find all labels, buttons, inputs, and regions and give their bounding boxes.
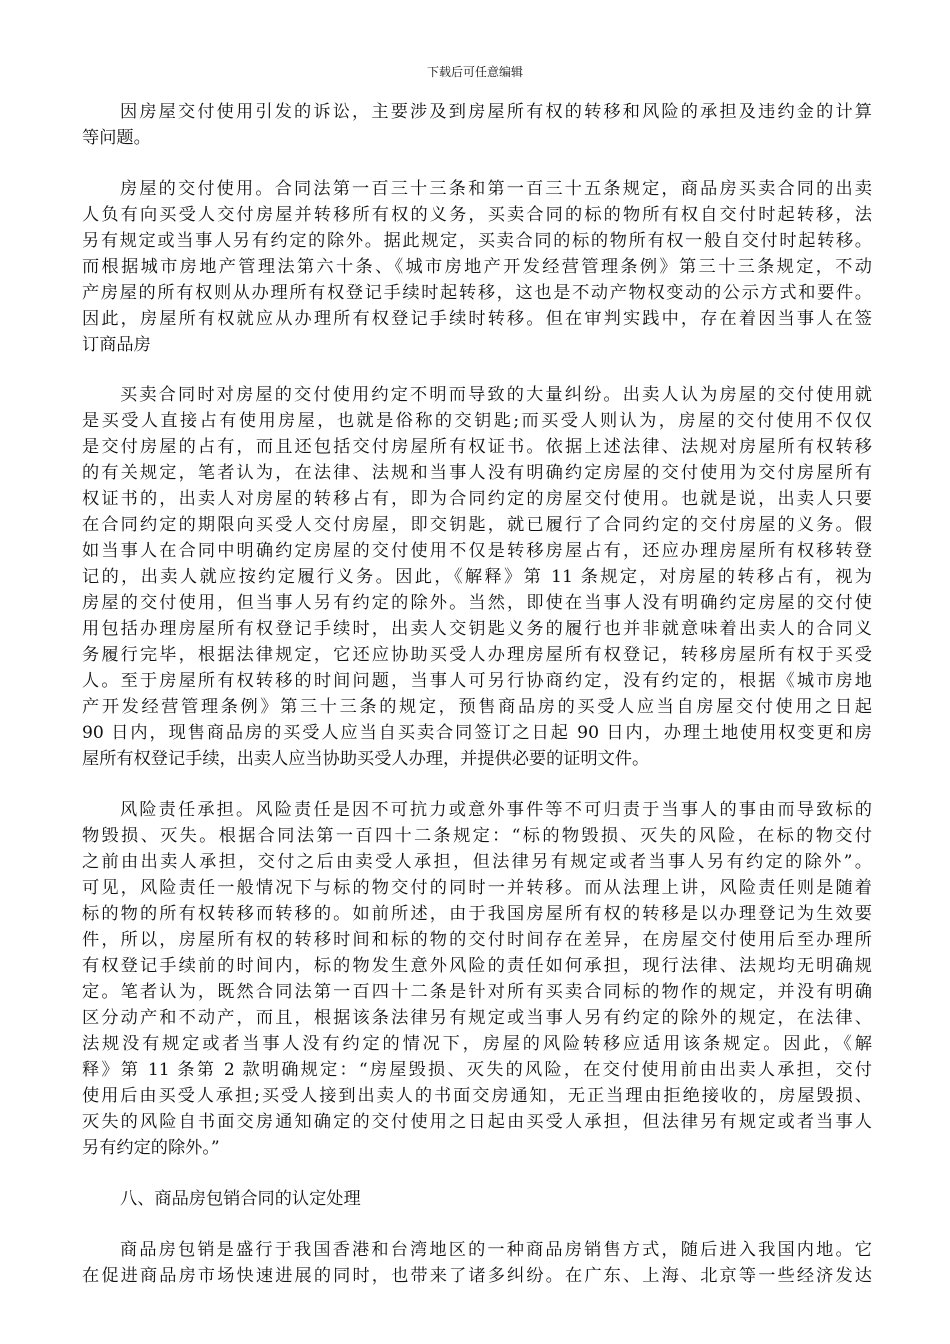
page-header: 下载后可任意编辑 [426, 65, 523, 79]
paragraph-line: 风险责任承担。风险责任是因不可抗力或意外事件等不可归责于当事人的事由而导致标的 [120, 800, 872, 820]
paragraph-line: 件，所以，房屋所有权的转移时间和标的物的交付时间存在差异，在房屋交付使用后至办理所 [82, 930, 872, 950]
paragraph-line: 如当事人在合同中明确约定房屋的交付使用不仅是转移房屋占有，还应办理房屋所有权移转登 [82, 541, 872, 561]
paragraph-line: 使用后由买受人承担;买受人接到出卖人的书面交房通知，无正当理由拒绝接收的，房屋毁损、 [82, 1086, 872, 1106]
paragraph-line: 定。笔者认为，既然合同法第一百四十二条是针对所有买卖合同标的物作的规定，并没有明确 [82, 982, 872, 1002]
paragraph-line: 之前由出卖人承担，交付之后由卖受人承担，但法律另有规定或者当事人另有约定的除外”。 [82, 852, 872, 872]
paragraph-line: 灭失的风险自书面交房通知确定的交付使用之日起由买受人承担，但法律另有规定或者当事人 [82, 1112, 872, 1132]
paragraph-line: 的有关规定，笔者认为，在法律、法规和当事人没有明确约定房屋的交付使用为交付房屋所有 [82, 463, 872, 483]
paragraph-line: 法规没有规定或者当事人没有约定的情况下，房屋的风险转移应适用该条规定。因此，《解 [82, 1034, 872, 1054]
paragraph-line: 人。至于房屋所有权转移的时间问题，当事人可另行协商约定，没有约定的，根据《城市房地 [82, 671, 872, 691]
paragraph-line: 记的，出卖人就应按约定履行义务。因此，《解释》第 11 条规定，对房屋的转移占有，视为 [82, 567, 872, 587]
paragraph-line: 商品房包销是盛行于我国香港和台湾地区的一种商品房销售方式，随后进入我国内地。它 [120, 1240, 872, 1260]
paragraph-line: 在合同约定的期限向买受人交付房屋，即交钥匙，就已履行了合同约定的交付房屋的义务。假 [82, 515, 872, 535]
paragraph-line: 可见，风险责任一般情况下与标的物交付的同时一并转移。而从法理上讲，风险责任则是随着 [82, 878, 872, 898]
paragraph-line: 房屋的交付使用。合同法第一百三十三条和第一百三十五条规定，商品房买卖合同的出卖 [120, 179, 872, 199]
paragraph-line: 等问题。 [82, 128, 151, 148]
paragraph-line: 有权登记手续前的时间内，标的物发生意外风险的责任如何承担，现行法律、法规均无明确规 [82, 956, 872, 976]
paragraph-line: 务履行完毕，根据法律规定，它还应协助买受人办理房屋所有权登记，转移房屋所有权于买受 [82, 645, 872, 665]
paragraph-line: 标的物的所有权转移而转移的。如前所述，由于我国房屋所有权的转移是以办理登记为生效要 [82, 904, 872, 924]
paragraph-line: 因此，房屋所有权就应从办理所有权登记手续时转移。但在审判实践中，存在着因当事人在签 [82, 309, 872, 329]
paragraph-line: 是买受人直接占有使用房屋，也就是俗称的交钥匙;而买受人则认为，房屋的交付使用不仅仅 [82, 411, 872, 431]
paragraph-line: 产开发经营管理条例》第三十三条的规定，预售商品房的买受人应当自房屋交付使用之日起 [82, 697, 872, 717]
paragraph-line: 订商品房 [82, 335, 151, 355]
paragraph-line: 释》第 11 条第 2 款明确规定：“房屋毁损、灭失的风险，在交付使用前由出卖人承担，交付 [82, 1060, 872, 1080]
paragraph-line: 物毁损、灭失。根据合同法第一百四十二条规定：“标的物毁损、灭失的风险，在标的物交付 [82, 826, 872, 846]
paragraph-line: 产房屋的所有权则从办理所有权登记手续时起转移，这也是不动产物权变动的公示方式和要件。 [82, 283, 872, 303]
paragraph-line: 买卖合同时对房屋的交付使用约定不明而导致的大量纠纷。出卖人认为房屋的交付使用就 [120, 385, 872, 405]
paragraph-line: 房屋的交付使用，但当事人另有约定的除外。当然，即使在当事人没有明确约定房屋的交付使 [82, 593, 872, 613]
paragraph-line: 另有规定或当事人另有约定的除外。据此规定，买卖合同的标的物所有权一般自交付时起转移。 [82, 231, 872, 251]
paragraph-line: 在促进商品房市场快速进展的同时，也带来了诸多纠纷。在广东、上海、北京等一些经济发达 [82, 1266, 872, 1286]
paragraph-line: 因房屋交付使用引发的诉讼，主要涉及到房屋所有权的转移和风险的承担及违约金的计算 [120, 102, 872, 122]
paragraph-line: 屋所有权登记手续，出卖人应当协助买受人办理，并提供必要的证明文件。 [82, 749, 650, 769]
paragraph-line: 区分动产和不动产，而且，根据该条法律另有规定或当事人另有约定的除外的规定，在法律、 [82, 1008, 872, 1028]
paragraph-line: 权证书的，出卖人对房屋的转移占有，即为合同约定的房屋交付使用。也就是说，出卖人只要 [82, 489, 872, 509]
paragraph-line: 是交付房屋的占有，而且还包括交付房屋所有权证书。依据上述法律、法规对房屋所有权转移 [82, 437, 872, 457]
paragraph-line: 而根据城市房地产管理法第六十条、《城市房地产开发经营管理条例》第三十三条规定，不动 [82, 257, 872, 277]
paragraph-line: 用包括办理房屋所有权登记手续时，出卖人交钥匙义务的履行也并非就意味着出卖人的合同义 [82, 619, 872, 639]
paragraph-line: 90 日内，现售商品房的买受人应当自买卖合同签订之日起 90 日内，办理土地使用权变更和房 [82, 723, 872, 743]
paragraph-line: 另有约定的除外。” [82, 1138, 220, 1158]
paragraph-line: 人负有向买受人交付房屋并转移所有权的义务，买卖合同的标的物所有权自交付时起转移，法 [82, 205, 872, 225]
section-heading: 八、商品房包销合同的认定处理 [120, 1189, 361, 1209]
